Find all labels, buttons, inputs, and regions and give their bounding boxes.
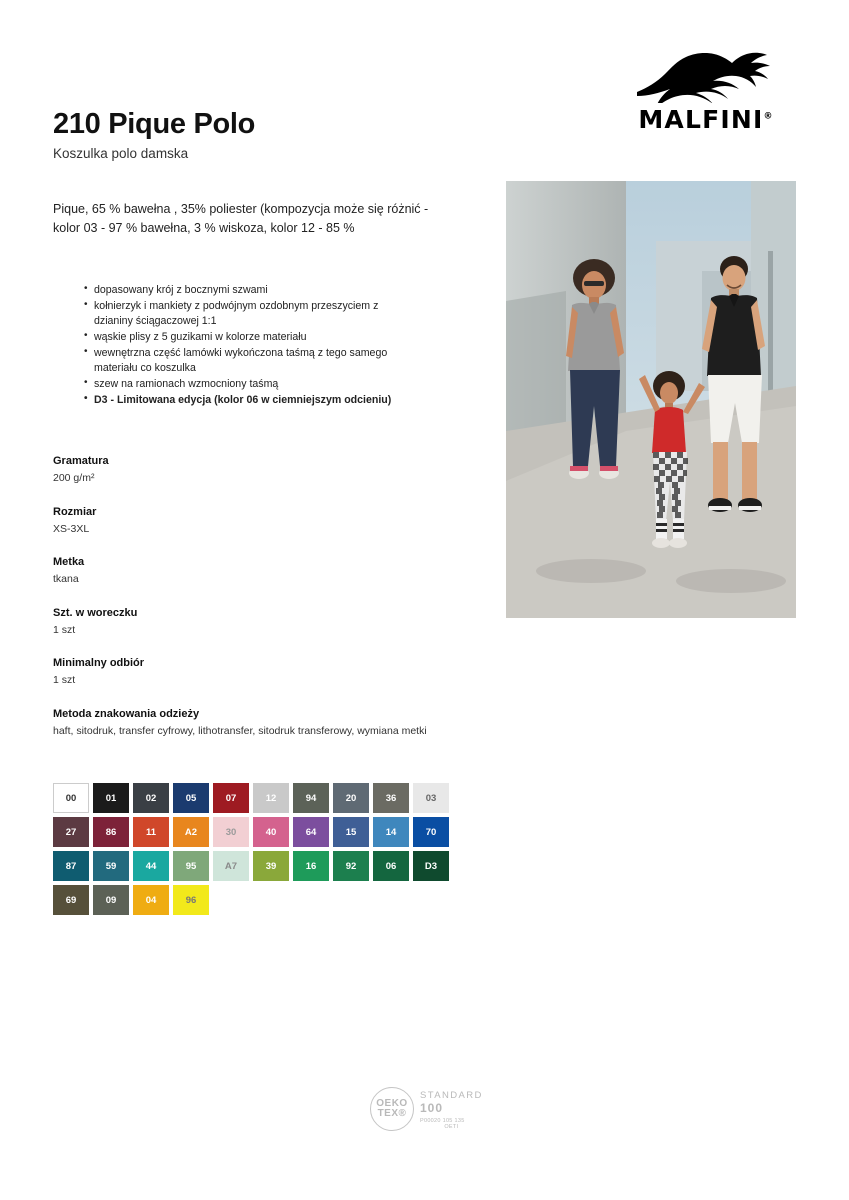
color-code: 39 [265,860,277,872]
spec-label: Minimalny odbiór [53,657,145,669]
color-swatch[interactable] [173,783,209,813]
feature-text: szew na ramionach wzmocniony taśmą [94,378,279,391]
color-swatch[interactable] [173,817,209,847]
color-code: 04 [145,894,157,906]
color-code: D3 [424,860,438,872]
spec-value: tkana [53,573,79,585]
color-code: 16 [305,860,317,872]
feature-text: wewnętrzna część lamówki wykończona taśmą z tego samego materiału co koszulka [94,347,388,375]
page-subtitle: Koszulka polo damska [53,146,189,161]
color-swatch[interactable] [333,817,369,847]
list-item [84,283,394,298]
color-swatch[interactable] [293,783,329,813]
color-swatch[interactable] [413,783,449,813]
spec-value: 1 szt [53,674,76,686]
color-swatch[interactable] [53,817,89,847]
color-code: 05 [185,792,197,804]
brand-name [638,107,773,132]
color-swatch[interactable] [293,817,329,847]
color-code: 06 [385,860,397,872]
color-code: 12 [265,792,277,804]
color-code: 01 [105,792,117,804]
oeko-institute: OETI [444,1124,459,1131]
feature-text: wąskie plisy z 5 guzikami w kolorze materiału [94,331,307,344]
color-code: 59 [105,860,117,872]
color-code: 20 [345,792,357,804]
color-swatch[interactable] [133,885,169,915]
spec-value: 200 g/m² [53,472,95,484]
spec-label: Gramatura [53,455,109,467]
color-swatch[interactable] [333,783,369,813]
color-swatch[interactable] [213,851,249,881]
color-swatch[interactable] [93,851,129,881]
color-code: 36 [385,792,397,804]
color-code: 40 [265,826,277,838]
color-code: 86 [105,826,117,838]
color-code: 03 [425,792,437,804]
specifications [53,455,453,758]
color-swatch-grid [53,783,453,919]
spec-label: Szt. w woreczku [53,606,138,619]
color-swatch[interactable] [373,851,409,881]
color-code: 64 [305,826,317,838]
brand-name-text: MALFINI [638,105,764,134]
product-lifestyle-photo [506,181,796,618]
color-swatch[interactable] [53,783,89,813]
color-code: 09 [105,894,117,906]
spec-value: haft, sitodruk, transfer cyfrowy, lithotransfer, sitodruk transferowy, wymiana metki [53,724,427,737]
spec-gramatura [53,455,453,484]
spec-value: 1 szt [53,623,76,636]
color-swatch[interactable] [173,851,209,881]
color-swatch[interactable] [93,783,129,813]
color-swatch[interactable] [133,851,169,881]
color-swatch[interactable] [93,817,129,847]
composition-text: Pique, 65 % bawełna , 35% poliester (kompozycja może się różnić - kolor 03 - 97 % bawełna, 3 % wiskoza, kolor 12 - 85 % [53,202,429,236]
list-item-highlight [84,393,394,408]
oeko-certificate-code: P00020 105 135 [420,1117,465,1124]
color-swatch[interactable] [293,851,329,881]
spec-minimalny-odbior [53,657,453,686]
oeko-tex-text [420,1091,483,1130]
page-title: 210 Pique Polo [53,108,256,140]
brand-logo [611,48,801,133]
color-swatch[interactable] [413,817,449,847]
spec-szt-w-woreczku [53,607,453,636]
color-swatch[interactable] [253,817,289,847]
oeko-tex-icon [370,1087,414,1131]
color-swatch[interactable] [253,783,289,813]
color-swatch[interactable] [133,783,169,813]
color-code: 11 [145,826,157,838]
color-swatch[interactable] [373,783,409,813]
color-swatch[interactable] [53,851,89,881]
color-code: 14 [385,826,397,838]
spec-label: Metka [53,556,85,568]
color-code: 07 [225,792,237,804]
feature-text: kołnierzyk i mankiety z podwójnym ozdobnym przeszyciem z dzianiny ściągaczowej 1:1 [94,300,379,328]
color-code: 27 [65,826,77,838]
swatch-row [53,885,453,915]
color-code: 02 [145,792,157,804]
color-code: 30 [225,826,237,838]
spec-metoda-znakowania [53,708,453,737]
color-swatch[interactable] [133,817,169,847]
color-swatch[interactable] [53,885,89,915]
oeko-tex-certification [370,1085,490,1131]
swatch-row [53,817,453,847]
color-swatch[interactable] [93,885,129,915]
oeko-standard-label: STANDARD [420,1090,483,1101]
feature-text: D3 - Limitowana edycja (kolor 06 w ciemniejszym odcieniu) [94,394,392,407]
list-item [84,299,394,329]
color-swatch[interactable] [213,783,249,813]
list-item [84,330,394,345]
color-code: A2 [184,826,198,838]
color-code: 44 [145,860,157,872]
oeko-line-1: OEKO [376,1097,408,1109]
color-code: 15 [345,826,357,838]
list-item [84,346,394,376]
feature-list [84,283,394,409]
spec-label: Metoda znakowania odzieży [53,707,200,720]
color-swatch[interactable] [213,817,249,847]
color-swatch[interactable] [173,885,209,915]
spec-label: Rozmiar [53,505,97,518]
list-item [84,377,394,392]
spec-metka [53,556,453,585]
color-swatch[interactable] [373,817,409,847]
feature-text: dopasowany krój z bocznymi szwami [94,284,268,296]
color-code: 70 [425,826,437,838]
brand-registered-mark: ® [763,111,774,122]
color-code: 92 [345,860,357,872]
color-code: 94 [305,792,317,804]
color-code: 96 [185,894,197,906]
color-code: 87 [65,860,77,872]
color-code: A7 [224,860,238,872]
color-code: 69 [65,894,77,906]
oeko-standard-number: 100 [420,1100,444,1115]
spec-rozmiar [53,506,453,535]
color-code: 95 [185,860,197,872]
oeko-line-2: TEX® [377,1108,407,1119]
swatch-row [53,851,453,881]
eagle-logo-icon [631,48,781,103]
swatch-row [53,783,453,813]
color-code: 00 [65,792,77,804]
spec-value: XS-3XL [53,522,90,535]
color-swatch[interactable] [413,851,449,881]
color-swatch[interactable] [253,851,289,881]
color-swatch[interactable] [333,851,369,881]
